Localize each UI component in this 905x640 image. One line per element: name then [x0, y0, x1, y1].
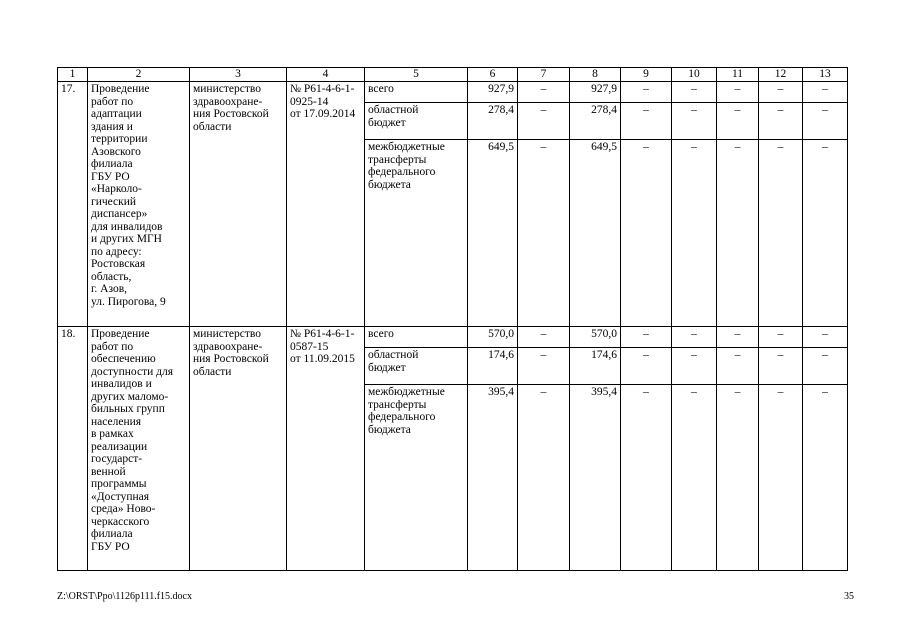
funding-source: областной бюджет: [365, 348, 468, 385]
value-col6: 395,4: [468, 385, 518, 571]
value-col7: –: [518, 348, 570, 385]
row-number: 17.: [58, 82, 88, 327]
value-col8: 927,9: [570, 82, 621, 103]
value-col6: 927,9: [468, 82, 518, 103]
value-col11: –: [717, 327, 759, 348]
measure-description: Проведение работ по адаптации здания и территории Азовского филиала ГБУ РО «Нарколо- гический диспансер» для инвалидов и других МГН по адресу: Ростовская область, г. Азов, ул. Пирогова, 9: [88, 82, 190, 327]
value-col7: –: [518, 385, 570, 571]
table-row: [58, 327, 848, 348]
value-col7: –: [518, 327, 570, 348]
header-cell: 11: [717, 68, 759, 82]
funding-source: областной бюджет: [365, 103, 468, 140]
header-cell: 8: [570, 68, 621, 82]
value-col7: –: [518, 140, 570, 327]
document-reference: № Р61-4-6-1- 0587-15 от 11.09.2015: [287, 327, 365, 571]
value-col13: –: [803, 348, 848, 385]
value-col13: –: [803, 82, 848, 103]
value-col10: –: [672, 140, 717, 327]
value-col9: –: [621, 385, 672, 571]
value-col7: –: [518, 82, 570, 103]
value-col10: –: [672, 327, 717, 348]
value-col13: –: [803, 103, 848, 140]
value-col13: –: [803, 327, 848, 348]
value-col9: –: [621, 140, 672, 327]
header-cell: 9: [621, 68, 672, 82]
value-col10: –: [672, 348, 717, 385]
funding-source: межбюджетные трансферты федерального бюджета: [365, 140, 468, 327]
page-number: 35: [844, 591, 854, 602]
header-cell: 12: [759, 68, 803, 82]
value-col10: –: [672, 385, 717, 571]
value-col12: –: [759, 140, 803, 327]
header-cell: 2: [88, 68, 190, 82]
value-col11: –: [717, 385, 759, 571]
value-col11: –: [717, 140, 759, 327]
value-col9: –: [621, 103, 672, 140]
executor: министерство здравоохране- ния Ростовской области: [190, 82, 287, 327]
value-col6: 278,4: [468, 103, 518, 140]
value-col8: 649,5: [570, 140, 621, 327]
value-col13: –: [803, 385, 848, 571]
value-col7: –: [518, 103, 570, 140]
value-col10: –: [672, 103, 717, 140]
header-cell: 5: [365, 68, 468, 82]
value-col8: 395,4: [570, 385, 621, 571]
value-col8: 278,4: [570, 103, 621, 140]
value-col12: –: [759, 82, 803, 103]
header-cell: 1: [58, 68, 88, 82]
value-col12: –: [759, 103, 803, 140]
header-cell: 13: [803, 68, 848, 82]
value-col11: –: [717, 103, 759, 140]
funding-source: всего: [365, 82, 468, 103]
value-col11: –: [717, 82, 759, 103]
value-col9: –: [621, 82, 672, 103]
value-col6: 174,6: [468, 348, 518, 385]
header-cell: 10: [672, 68, 717, 82]
value-col11: –: [717, 348, 759, 385]
data-table: [57, 67, 848, 571]
executor: министерство здравоохране- ния Ростовской области: [190, 327, 287, 571]
document-reference: № Р61-4-6-1- 0925-14 от 17.09.2014: [287, 82, 365, 327]
value-col8: 570,0: [570, 327, 621, 348]
value-col8: 174,6: [570, 348, 621, 385]
value-col9: –: [621, 327, 672, 348]
funding-source: межбюджетные трансферты федерального бюджета: [365, 385, 468, 571]
header-cell: 6: [468, 68, 518, 82]
measure-description: Проведение работ по обеспечению доступности для инвалидов и других маломо- бильных групп населения в рамках реализации государст- венной программы «Доступная среда» Ново- черкасского филиала ГБУ РО: [88, 327, 190, 571]
header-row: [58, 68, 848, 82]
value-col9: –: [621, 348, 672, 385]
value-col12: –: [759, 385, 803, 571]
value-col12: –: [759, 348, 803, 385]
value-col6: 649,5: [468, 140, 518, 327]
value-col6: 570,0: [468, 327, 518, 348]
table-row: [58, 82, 848, 103]
header-cell: 4: [287, 68, 365, 82]
header-cell: 7: [518, 68, 570, 82]
header-cell: 3: [190, 68, 287, 82]
value-col13: –: [803, 140, 848, 327]
value-col10: –: [672, 82, 717, 103]
value-col12: –: [759, 327, 803, 348]
funding-source: всего: [365, 327, 468, 348]
file-path: Z:\ORST\Ppo\1126p111.f15.docx: [57, 591, 192, 602]
row-number: 18.: [58, 327, 88, 571]
